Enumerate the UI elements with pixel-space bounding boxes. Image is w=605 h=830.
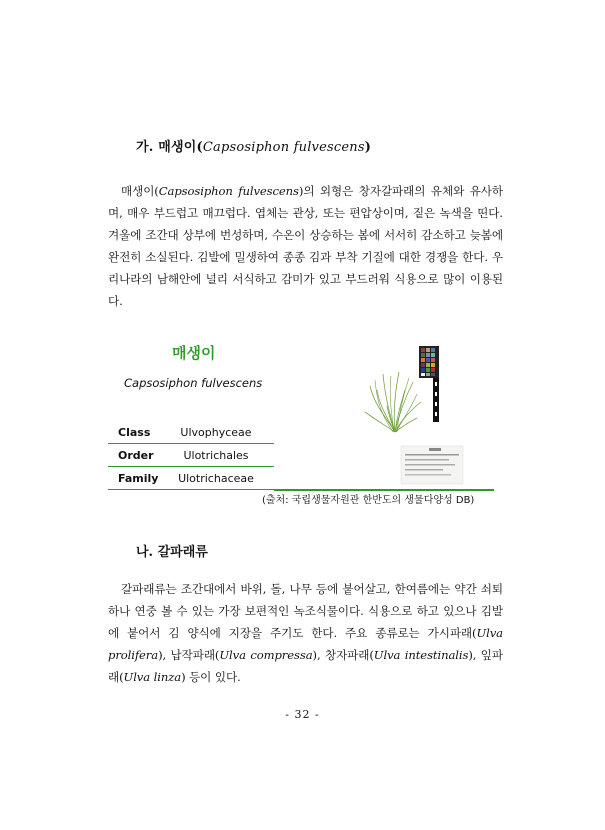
taxonomy-row-family (108, 467, 274, 490)
taxonomy-label: Family (108, 467, 174, 490)
paragraph-maesaengi: 매생이(Capsosiphon fulvescens)의 외형은 창자갈파래의 유체와 유사하며, 매우 부드럽고 매끄럽다. 엽체는 관상, 또는 편압상이며, 짙은 녹색을 띤다. 겨울에 조간대 상부에 번성하며, 수온이 상승하는 봄에 서서히 감소하고 늦봄에 완전히 소실된다. 김발에 밀생하여 종종 김과 부착 기질에 대한 경쟁을 한다. 우리나라의 남해안에 널리 서식하고 감미가 있고 부드러워 식용으로 많이 이용된다. (108, 184, 503, 308)
section-heading-galparae: 나. 갈파래류 (136, 545, 208, 560)
figure-caption: (출처: 국립생물자원관 한반도의 생물다양성 DB) (262, 495, 475, 506)
figure-scientific-name: Capsosiphon fulvescens (124, 376, 263, 390)
taxonomy-value: Ulotrichales (174, 444, 274, 467)
section-heading-maesaengi: 가. 매생이(Capsosiphon fulvescens) (136, 140, 372, 155)
paragraph-galparae: 갈파래류는 조간대에서 바위, 돌, 나무 등에 붙어살고, 한여름에는 약간 쇠퇴하나 연중 볼 수 있는 가장 보편적인 녹조식물이다. 식용으로 하고 있으나 김발에 붙어서 김 양식에 지장을 주기도 한다. 주요 종류로는 가시파래(Ulva prolifera), 납작파래(Ulva compressa), 창자파래(Ulva intestinalis), 잎파래(Ulva linza) 등이 있다. (108, 582, 503, 684)
page-number: - 32 - (285, 708, 320, 721)
taxonomy-label: Order (108, 444, 174, 467)
figure-title: 매생이 (172, 344, 216, 362)
taxonomy-row-order (108, 444, 274, 467)
taxonomy-value: Ulvophyceae (174, 421, 274, 444)
taxonomy-row-class (108, 421, 274, 444)
specimen-photo (355, 346, 465, 486)
taxonomy-value: Ulotrichaceae (174, 467, 274, 490)
taxonomy-table (108, 421, 274, 490)
taxonomy-label: Class (108, 421, 174, 444)
